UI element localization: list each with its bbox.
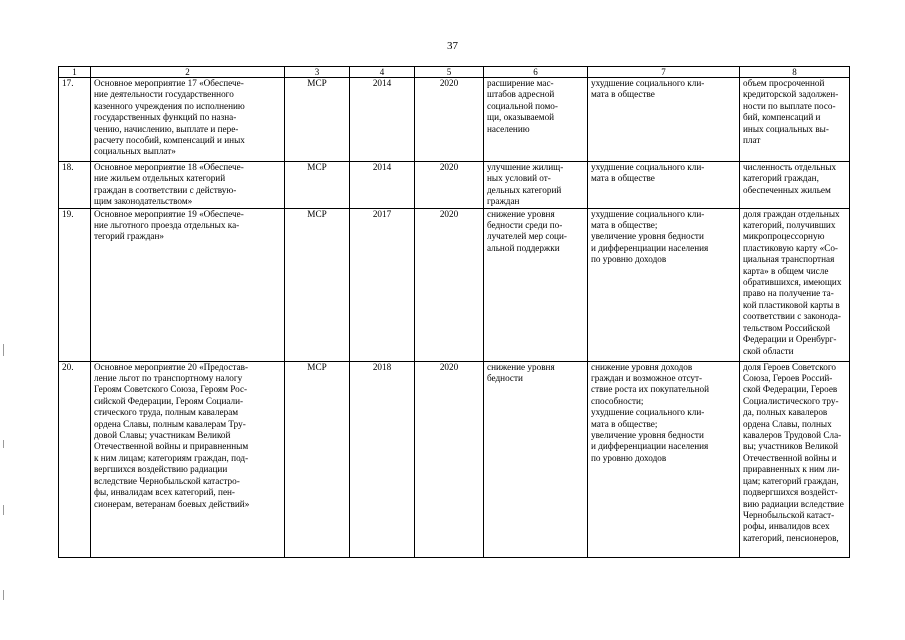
row-number: 20.: [59, 361, 91, 557]
non-implementation-consequence: ухудшение социального кли- мата в обществе; увеличение уровня бедности и дифференциации населения по уровню доходов: [588, 208, 740, 361]
start-year: 2017: [350, 208, 415, 361]
measure-name: Основное мероприятие 20 «Предостав- ление льгот по транспортному налогу Героям Советского Союза, Героям Рос- сийской Федерации, Героям Социали- стического труда, полным кавалерам ордена Славы, полным кавалерам Тру- довой Славы; участникам Великой Отечественной войны и приравненным к ним лицам; категориям граждан, под- вергшихся воздействию радиации вследствие Чернобыльской катастро- фы, инвалидам всех категорий, пен- сионерам, ветеранам боевых действий»: [91, 361, 285, 557]
expected-result: улучшение жилищ- ных условий от- дельных категорий граждан: [484, 162, 588, 209]
non-implementation-consequence: снижение уровня доходов граждан и возможное отсут- ствие роста их покупательной способности; ухудшение социального кли- мата в обществе; увеличение уровня бедности и дифференциации населения по уровню доходов: [588, 361, 740, 557]
related-indicator: численность отдельных категорий граждан, обеспеченных жильем: [740, 162, 850, 209]
header-col-4: 4: [350, 67, 415, 78]
scan-margin-mark: [3, 440, 4, 448]
expected-result: расширение мас- штабов адресной социальной помо- щи, оказываемой населению: [484, 78, 588, 162]
start-year: 2014: [350, 78, 415, 162]
table-row: [59, 208, 850, 361]
related-indicator: доля граждан отдельных категорий, получивших микропроцессорную пластиковую карту «Со- циальная транспортная карта» в общем числе обратившихся, имеющих право на получение та- кой пластиковой карты в соответствии с законода- тельством Российской Федерации и Оренбург- ской области: [740, 208, 850, 361]
non-implementation-consequence: ухудшение социального кли- мата в обществе: [588, 78, 740, 162]
measure-name: Основное мероприятие 17 «Обеспече- ние деятельности государственного казенного учреждения по исполнению государственных функций по назна- чению, начислению, выплате и пере- расчету пособий, компенсаций и иных социальных выплат»: [91, 78, 285, 162]
end-year: 2020: [415, 361, 484, 557]
executor: МСР: [285, 361, 350, 557]
header-col-8: 8: [740, 67, 850, 78]
header-col-1: 1: [59, 67, 91, 78]
related-indicator: доля Героев Советского Союза, Героев Россий- ской Федерации, Героев Социалистического тру- да, полных кавалеров ордена Славы, полных кавалеров Трудовой Сла- вы; участников Великой Отечественной войны и приравненных к ним ли- цам; категорий граждан, подвергшихся воздейст- вию радиации вследствие Чернобыльской катаст- рофы, инвалидов всех категорий, пенсионеров,: [740, 361, 850, 557]
table-row: [59, 361, 850, 557]
start-year: 2018: [350, 361, 415, 557]
header-col-5: 5: [415, 67, 484, 78]
header-col-2: 2: [91, 67, 285, 78]
header-col-3: 3: [285, 67, 350, 78]
header-col-7: 7: [588, 67, 740, 78]
scan-margin-mark: [3, 505, 4, 515]
end-year: 2020: [415, 208, 484, 361]
row-number: 18.: [59, 162, 91, 209]
start-year: 2014: [350, 162, 415, 209]
non-implementation-consequence: ухудшение социального кли- мата в обществе: [588, 162, 740, 209]
scan-margin-mark: [3, 344, 4, 356]
row-number: 17.: [59, 78, 91, 162]
scan-margin-mark: [3, 590, 4, 600]
executor: МСР: [285, 162, 350, 209]
header-row: [59, 67, 850, 78]
table-row: [59, 162, 850, 209]
header-col-6: 6: [484, 67, 588, 78]
expected-result: снижение уровня бедности среди по- лучателей мер соци- альной поддержки: [484, 208, 588, 361]
measure-name: Основное мероприятие 18 «Обеспече- ние жильем отдельных категорий граждан в соответствии с действую- щим законодательством»: [91, 162, 285, 209]
executor: МСР: [285, 78, 350, 162]
measures-table: [58, 66, 850, 558]
expected-result: снижение уровня бедности: [484, 361, 588, 557]
end-year: 2020: [415, 78, 484, 162]
measure-name: Основное мероприятие 19 «Обеспече- ние льготного проезда отдельных ка- тегорий граждан»: [91, 208, 285, 361]
table-row: [59, 78, 850, 162]
related-indicator: объем просроченной кредиторской задолжен- ности по выплате посо- бий, компенсаций и иных социальных вы- плат: [740, 78, 850, 162]
end-year: 2020: [415, 162, 484, 209]
row-number: 19.: [59, 208, 91, 361]
page-number: 37: [447, 40, 458, 52]
executor: МСР: [285, 208, 350, 361]
